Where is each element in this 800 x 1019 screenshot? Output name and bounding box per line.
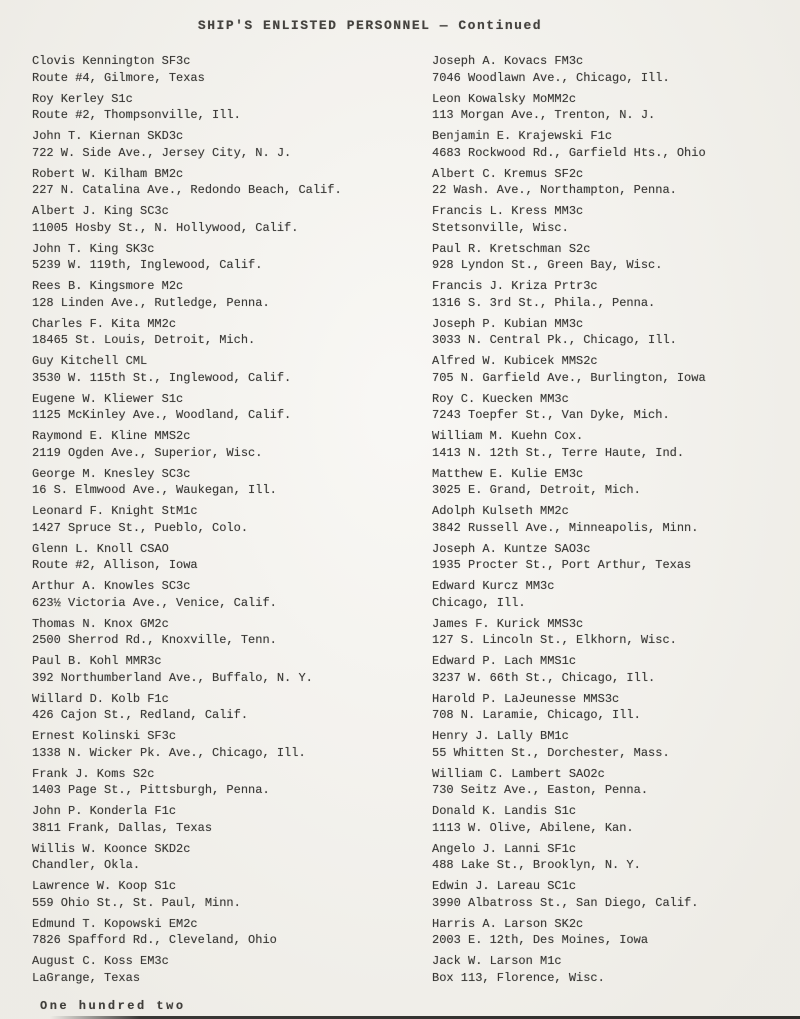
person-name-rating: Leonard F. Knight StM1c: [32, 504, 198, 518]
person-name-rating: Guy Kitchell CML: [32, 354, 148, 368]
person-name-rating: Roy C. Kuecken MM3c: [432, 391, 569, 406]
person-address: 1413 N. 12th St., Terre Haute, Ind.: [432, 445, 685, 460]
person-address: 730 Seitz Ave., Easton, Penna.: [432, 783, 649, 797]
person-address: 928 Lyndon St., Green Bay, Wisc.: [432, 258, 663, 272]
person-name-rating: Edmund T. Kopowski EM2c: [32, 916, 198, 931]
personnel-entry: [32, 728, 432, 761]
personnel-entry: [432, 578, 800, 611]
person-address: 1403 Page St., Pittsburgh, Penna.: [32, 783, 270, 797]
person-name-rating: Glenn L. Knoll CSAO: [32, 541, 169, 556]
person-name-rating: Edward Kurcz MM3c: [432, 579, 555, 593]
person-name-rating: George M. Knesley SC3c: [32, 466, 191, 481]
person-name-rating: Leon Kowalsky MoMM2c: [432, 91, 577, 106]
personnel-entry: [432, 391, 800, 424]
person-name-rating: John T. King SK3c: [32, 241, 155, 256]
person-name-rating: Albert J. King SC3c: [32, 204, 169, 218]
personnel-entry: [32, 953, 432, 986]
personnel-entry: [432, 653, 800, 686]
person-address: LaGrange, Texas: [32, 970, 141, 985]
personnel-entry: [32, 278, 432, 311]
person-address: Stetsonville, Wisc.: [432, 220, 569, 235]
personnel-entry: [432, 766, 800, 799]
person-address: 2003 E. 12th, Des Moines, Iowa: [432, 933, 649, 947]
person-address: 1427 Spruce St., Pueblo, Colo.: [32, 520, 249, 535]
person-address: 426 Cajon St., Redland, Calif.: [32, 708, 249, 722]
personnel-entry: [432, 466, 800, 499]
personnel-entry: [432, 691, 800, 724]
person-address: 5239 W. 119th, Inglewood, Calif.: [32, 258, 263, 272]
person-name-rating: William C. Lambert SAO2c: [432, 766, 605, 781]
personnel-entry: [432, 841, 800, 874]
person-address: 3237 W. 66th St., Chicago, Ill.: [432, 670, 656, 685]
person-name-rating: Charles F. Kita MM2c: [32, 316, 177, 331]
personnel-entry: [432, 878, 800, 911]
personnel-entry: [32, 53, 432, 86]
person-name-rating: Alfred W. Kubicek MMS2c: [432, 354, 598, 368]
person-name-rating: Joseph P. Kubian MM3c: [432, 316, 584, 331]
person-address: 392 Northumberland Ave., Buffalo, N. Y.: [32, 670, 313, 685]
personnel-entry: [32, 428, 432, 461]
person-name-rating: Francis J. Kriza Prtr3c: [432, 279, 598, 293]
person-address: 18465 St. Louis, Detroit, Mich.: [32, 333, 256, 347]
personnel-entry: [432, 53, 800, 86]
person-address: 7046 Woodlawn Ave., Chicago, Ill.: [432, 70, 670, 85]
page-title: SHIP'S ENLISTED PERSONNEL — Continued: [197, 18, 543, 33]
person-name-rating: Frank J. Koms S2c: [32, 766, 155, 781]
person-address: 3033 N. Central Pk., Chicago, Ill.: [432, 333, 677, 347]
personnel-entry: [32, 91, 432, 124]
personnel-entry: [432, 241, 800, 274]
person-name-rating: Ernest Kolinski SF3c: [32, 729, 177, 743]
person-name-rating: Edwin J. Lareau SC1c: [432, 879, 577, 893]
personnel-entry: [432, 916, 800, 949]
person-address: 1338 N. Wicker Pk. Ave., Chicago, Ill.: [32, 745, 306, 760]
personnel-entry: [432, 316, 800, 349]
personnel-entry: [432, 203, 800, 236]
person-address: 2119 Ogden Ave., Superior, Wisc.: [32, 445, 263, 460]
personnel-entry: [32, 316, 432, 349]
person-address: 3025 E. Grand, Detroit, Mich.: [432, 483, 641, 497]
person-name-rating: Benjamin E. Krajewski F1c: [432, 129, 613, 143]
personnel-entry: [32, 766, 432, 799]
person-name-rating: Joseph A. Kovacs FM3c: [432, 54, 584, 68]
roster-column-right: [432, 53, 800, 991]
personnel-entry: [32, 841, 432, 874]
personnel-entry: [432, 353, 800, 386]
person-address: 22 Wash. Ave., Northampton, Penna.: [432, 183, 677, 197]
person-name-rating: Henry J. Lally BM1c: [432, 729, 569, 743]
personnel-entry: [432, 803, 800, 836]
person-name-rating: Clovis Kennington SF3c: [32, 54, 191, 68]
person-name-rating: Rees B. Kingsmore M2c: [32, 279, 184, 293]
person-address: Route #4, Gilmore, Texas: [32, 70, 205, 85]
person-address: 227 N. Catalina Ave., Redondo Beach, Calif.: [32, 183, 342, 197]
person-name-rating: Edward P. Lach MMS1c: [432, 654, 577, 668]
person-name-rating: Francis L. Kress MM3c: [432, 204, 584, 218]
personnel-entry: [432, 616, 800, 649]
roster-column-left: [32, 53, 432, 991]
person-address: 128 Linden Ave., Rutledge, Penna.: [32, 295, 270, 310]
personnel-entry: [32, 878, 432, 911]
personnel-entry: [32, 241, 432, 274]
personnel-entry: [432, 541, 800, 574]
personnel-entry: [32, 541, 432, 574]
person-address: 11005 Hosby St., N. Hollywood, Calif.: [32, 220, 299, 235]
person-name-rating: Jack W. Larson M1c: [432, 954, 562, 968]
person-name-rating: Albert C. Kremus SF2c: [432, 166, 584, 181]
person-name-rating: Angelo J. Lanni SF1c: [432, 841, 577, 856]
person-name-rating: Eugene W. Kliewer S1c: [32, 391, 184, 406]
person-address: 3530 W. 115th St., Inglewood, Calif.: [32, 370, 292, 385]
personnel-entry: [432, 91, 800, 124]
person-name-rating: August C. Koss EM3c: [32, 954, 169, 968]
person-name-rating: Willard D. Kolb F1c: [32, 691, 169, 706]
person-name-rating: John T. Kiernan SKD3c: [32, 129, 184, 143]
personnel-entry: [32, 653, 432, 686]
person-address: 488 Lake St., Brooklyn, N. Y.: [432, 858, 641, 872]
person-address: 7243 Toepfer St., Van Dyke, Mich.: [432, 408, 670, 422]
person-name-rating: Joseph A. Kuntze SAO3c: [432, 541, 591, 556]
personnel-entry: [32, 803, 432, 836]
personnel-entry: [32, 166, 432, 199]
personnel-entry: [32, 391, 432, 424]
personnel-entry: [32, 128, 432, 161]
roster-columns: [32, 53, 800, 991]
person-name-rating: Robert W. Kilham BM2c: [32, 166, 184, 181]
personnel-entry: [32, 616, 432, 649]
person-address: 16 S. Elmwood Ave., Waukegan, Ill.: [32, 483, 277, 497]
person-address: 1316 S. 3rd St., Phila., Penna.: [432, 295, 656, 310]
person-address: 1935 Procter St., Port Arthur, Texas: [432, 558, 692, 572]
person-name-rating: Thomas N. Knox GM2c: [32, 616, 169, 631]
person-address: Box 113, Florence, Wisc.: [432, 970, 605, 985]
personnel-entry: [32, 353, 432, 386]
page-number: One hundred two: [40, 999, 186, 1013]
personnel-entry: [32, 578, 432, 611]
person-address: 1125 McKinley Ave., Woodland, Calif.: [32, 408, 292, 422]
personnel-entry: [32, 691, 432, 724]
person-address: Chicago, Ill.: [432, 595, 526, 610]
person-address: Route #2, Allison, Iowa: [32, 558, 198, 572]
person-name-rating: Paul B. Kohl MMR3c: [32, 654, 162, 668]
person-name-rating: Roy Kerley S1c: [32, 91, 133, 106]
personnel-entry: [432, 503, 800, 536]
person-address: 127 S. Lincoln St., Elkhorn, Wisc.: [432, 633, 677, 647]
person-address: 55 Whitten St., Dorchester, Mass.: [432, 745, 670, 760]
personnel-entry: [432, 428, 800, 461]
personnel-entry: [432, 128, 800, 161]
person-name-rating: Paul R. Kretschman S2c: [432, 241, 591, 256]
personnel-entry: [32, 503, 432, 536]
person-address: 559 Ohio St., St. Paul, Minn.: [32, 895, 241, 910]
person-address: 3811 Frank, Dallas, Texas: [32, 820, 213, 835]
person-address: 113 Morgan Ave., Trenton, N. J.: [432, 108, 656, 122]
personnel-entry: [32, 203, 432, 236]
person-address: 623½ Victoria Ave., Venice, Calif.: [32, 595, 277, 610]
personnel-entry: [432, 166, 800, 199]
person-name-rating: Willis W. Koonce SKD2c: [32, 841, 191, 856]
person-address: Chandler, Okla.: [32, 858, 141, 872]
person-address: Route #2, Thompsonville, Ill.: [32, 108, 241, 122]
person-name-rating: John P. Konderla F1c: [32, 804, 177, 818]
personnel-entry: [32, 916, 432, 949]
person-address: 3842 Russell Ave., Minneapolis, Minn.: [432, 520, 699, 535]
personnel-entry: [432, 278, 800, 311]
person-address: 7826 Spafford Rd., Cleveland, Ohio: [32, 933, 277, 947]
person-address: 722 W. Side Ave., Jersey City, N. J.: [32, 145, 292, 160]
person-name-rating: Arthur A. Knowles SC3c: [32, 579, 191, 593]
person-name-rating: Adolph Kulseth MM2c: [432, 504, 569, 518]
person-address: 1113 W. Olive, Abilene, Kan.: [432, 820, 634, 835]
person-address: 708 N. Laramie, Chicago, Ill.: [432, 708, 641, 722]
person-address: 4683 Rockwood Rd., Garfield Hts., Ohio: [432, 145, 706, 160]
person-name-rating: James F. Kurick MMS3c: [432, 616, 584, 631]
person-name-rating: William M. Kuehn Cox.: [432, 429, 584, 443]
personnel-entry: [432, 953, 800, 986]
person-address: 2500 Sherrod Rd., Knoxville, Tenn.: [32, 633, 277, 647]
person-name-rating: Raymond E. Kline MMS2c: [32, 429, 191, 443]
person-name-rating: Harold P. LaJeunesse MMS3c: [432, 691, 620, 706]
personnel-entry: [32, 466, 432, 499]
person-name-rating: Lawrence W. Koop S1c: [32, 879, 177, 893]
personnel-entry: [432, 728, 800, 761]
person-name-rating: Donald K. Landis S1c: [432, 804, 577, 818]
person-address: 705 N. Garfield Ave., Burlington, Iowa: [432, 370, 706, 385]
person-name-rating: Matthew E. Kulie EM3c: [432, 466, 584, 481]
person-name-rating: Harris A. Larson SK2c: [432, 916, 584, 931]
person-address: 3990 Albatross St., San Diego, Calif.: [432, 895, 699, 910]
